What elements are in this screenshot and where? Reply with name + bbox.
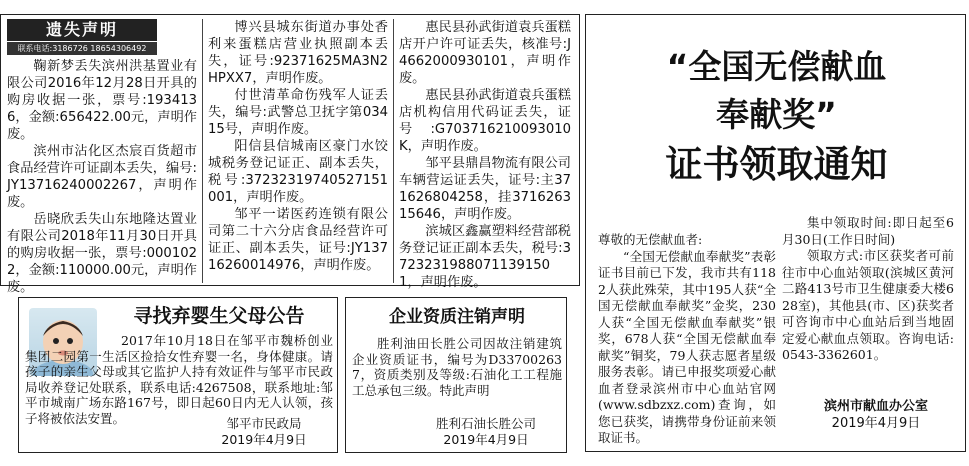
notice-item: 滨城区鑫赢塑料经营部税务登记证正副本丢失，税号:372323198807113915​01，声明作废。 bbox=[399, 224, 571, 290]
notice-item: 邹平一诺医药连锁有限公司第二十六分店食品经营许可证正、副本丢失，证号:JY13716260014976，声明作废。 bbox=[208, 207, 388, 273]
lost-notices-title: 遗失声明 bbox=[7, 19, 157, 41]
notice-item: 阳信县信城南区豪门水饺城税务登记证正、副本丢失，税号:372323197405271510​01，声明作废。 bbox=[208, 139, 388, 205]
cancel-notice-body bbox=[352, 336, 562, 398]
cancel-notice bbox=[345, 297, 567, 453]
blood-notice-org: 滨州市献血办公室 bbox=[823, 399, 928, 414]
lost-notices-col2 bbox=[208, 19, 388, 274]
blood-notice-title-line2: 奉献奖” bbox=[716, 95, 837, 134]
notice-item: 惠民县孙武街道袁兵蛋糕店开户许可证丢失，核准号:J4662000930101，声明作废。 bbox=[399, 20, 571, 86]
notice-paragraph: 胜利油田长胜公司因故注销建筑企业资质证书，编号为D337002637，资质类别及等级:石油化工工程施工总承包三级。特此声明 bbox=[352, 336, 562, 398]
notice-item: 付世清革命伤残军人证丢失，编号:武警总卫抚字第03415号，声明作废。 bbox=[208, 88, 388, 137]
column-divider bbox=[202, 19, 203, 283]
lost-notices-col3 bbox=[399, 19, 571, 291]
notice-paragraph: 集中领取时间:即日起至6月30日(工作日时间) bbox=[782, 215, 954, 247]
notice-item: 滨州市沾化区杰宸百货超市食品经营许可证副本丢失，编号:JY13716240002267，声明作废。 bbox=[7, 144, 197, 210]
notice-paragraph: “全国无偿献血奉献奖”表彰证书目前已下发，我市共有1182人获此殊荣，其中195人获“全国无偿献血奉献奖”金奖，230人获“全国无偿献血奉献奖”银奖，678人获“全国无偿献血奉献奖”铜奖，79人获志愿者星级服务表彰。请已申报奖项爱心献血者登录滨州市中心血站官网(www.sdbzxz.com)查询，如您已获奖，请携带身份证前来领取证书。 bbox=[598, 248, 776, 445]
notice-item: 惠民县孙武街道袁兵蛋糕店机构信用代码证丢失，证号:G703716210093010K，声明作废。 bbox=[399, 88, 571, 154]
find-parents-body bbox=[25, 333, 333, 426]
blood-notice-title-line1: “全国无偿献血 bbox=[666, 47, 887, 86]
lost-notices-col1 bbox=[7, 58, 197, 296]
find-parents-notice bbox=[18, 297, 338, 453]
column-divider bbox=[393, 19, 394, 283]
notice-item: 鞠新梦丢失滨州洪基置业有限公司2016年12月28日开具的购房收据一张，票号:1934136，金额:656422.00元，声明作废。 bbox=[7, 59, 197, 142]
blood-notice-col2 bbox=[782, 215, 954, 364]
blood-donation-notice bbox=[585, 14, 966, 452]
find-parents-title: 寻找弃婴生父母公告 bbox=[133, 305, 305, 327]
find-parents-org: 邹平市民政局 bbox=[226, 416, 302, 431]
cancel-notice-title: 企业资质注销声明 bbox=[389, 307, 525, 327]
blood-notice-date: 2019年4月9日 bbox=[831, 416, 921, 431]
cancel-notice-org: 胜利石油长胜公司 bbox=[435, 416, 536, 431]
find-parents-date: 2019年4月9日 bbox=[221, 432, 307, 447]
blood-notice-col1 bbox=[598, 232, 776, 447]
notice-paragraph: 2017年10月18日在邹平市魏桥创业集团二园第一生活区捡拾女性弃婴一名，身体健康。请孩子的亲生父母或其它监护人持有效证件与邹平市民政局收养登记处联系，联系电话:4267508，联系地址:邹平市城南广场东路167号，即日起60日内无人认领，孩子将被依法安置。 bbox=[25, 333, 333, 426]
notice-item: 岳晓欣丢失山东地隆达置业有限公司2018年11月30日开具的购房收据一张，票号:0001022，金额:110000.00元，声明作废。 bbox=[7, 212, 197, 295]
notice-paragraph: 领取方式:市区获奖者可前往市中心血站领取(滨城区黄河二路413号市卫生健康委大楼628室)，其他县(市、区)获奖者可咨询市中心血站后到当地固定爱心献血点领取。咨询电话:0543-3362601。 bbox=[782, 248, 954, 362]
cancel-notice-date: 2019年4月9日 bbox=[443, 432, 529, 447]
lost-notices-contact: 联系电话:3186726 18654306492 bbox=[7, 42, 157, 55]
salutation: 尊敬的无偿献血者: bbox=[598, 232, 703, 247]
blood-notice-title-line3: 证书领取通知 bbox=[665, 143, 888, 186]
notice-item: 邹平县鼎昌物流有限公司车辆营运证丢失，证号:主371626804258，挂371626315646，声明作废。 bbox=[399, 156, 571, 222]
lost-notices-box bbox=[0, 14, 580, 295]
notice-item: 博兴县城东街道办事处香利来蛋糕店营业执照副本丢失，证号:92371625MA3N2HPXX7，声明作废。 bbox=[208, 20, 388, 86]
